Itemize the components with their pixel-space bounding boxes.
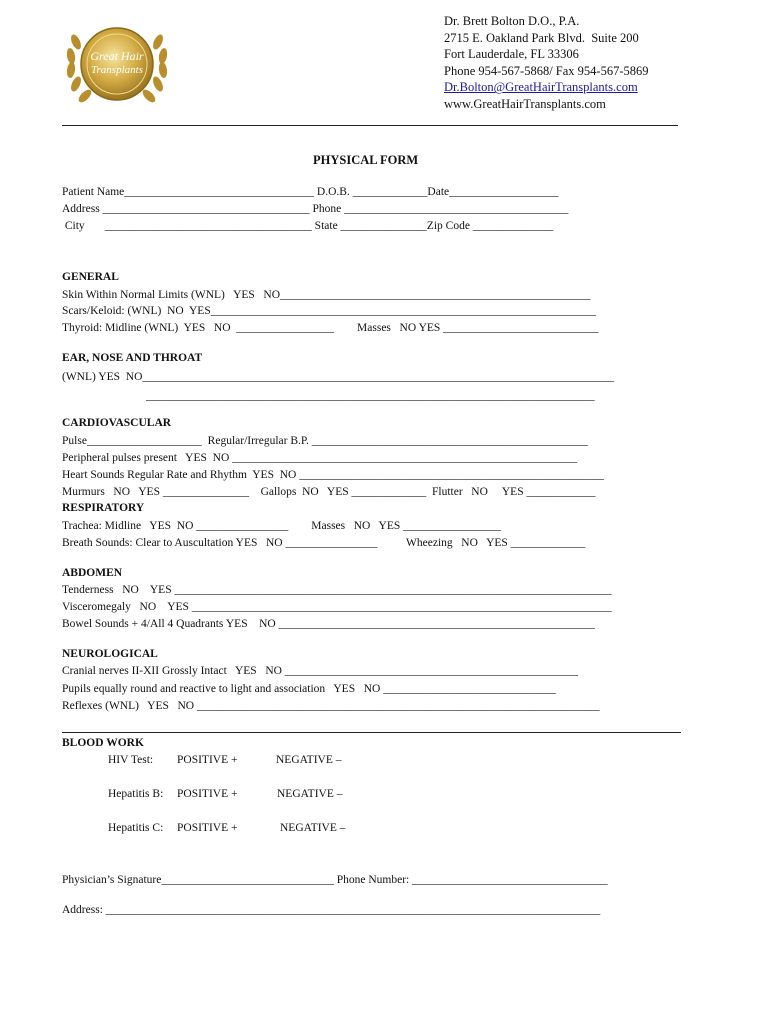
logo-text-line1: Great Hair [90,49,144,63]
practice-contact-block [444,13,649,113]
blood-work-heading: BLOOD WORK [62,737,144,749]
hiv-negative-option[interactable]: NEGATIVE – [276,754,342,766]
thyroid-line[interactable]: Thyroid: Midline (WNL) YES NO _________________ Masses NO YES ___________________________ [62,322,599,334]
hepatitis-b-negative-option[interactable]: NEGATIVE – [277,788,343,800]
address-footer-line[interactable]: Address: ______________________________________________________________________________________ [62,904,601,916]
hepatitis-c-label: Hepatitis C: [108,822,164,834]
address-line-1: 2715 E. Oakland Park Blvd. Suite 200 [444,30,639,45]
abdomen-heading: ABDOMEN [62,567,123,579]
hiv-positive-option[interactable]: POSITIVE + [177,754,238,766]
trachea-masses-line[interactable]: Trachea: Midline YES NO ________________ Masses NO YES _________________ [62,520,501,532]
hepatitis-b-positive-option[interactable]: POSITIVE + [177,788,238,800]
ent-heading: EAR, NOSE AND THROAT [62,352,203,364]
great-hair-transplants-logo [62,12,172,114]
ent-wnl-line[interactable]: (WNL) YES NO__________________________________________________________________________________ [62,371,614,383]
peripheral-pulses-line[interactable]: Peripheral pulses present YES NO ____________________________________________________________ [62,452,578,464]
hepatitis-c-negative-option[interactable]: NEGATIVE – [280,822,346,834]
bowel-sounds-line[interactable]: Bowel Sounds + 4/All 4 Quadrants YES NO _______________________________________________________ [62,618,595,630]
hepatitis-b-label: Hepatitis B: [108,788,164,800]
logo-text-line2: Transplants [91,64,143,76]
heart-sounds-line[interactable]: Heart Sounds Regular Rate and Rhythm YES NO _____________________________________________________ [62,469,604,481]
reflexes-line[interactable]: Reflexes (WNL) YES NO ______________________________________________________________________ [62,700,600,712]
pupils-line[interactable]: Pupils equally round and reactive to light and association YES NO ______________________________ [62,683,556,695]
cardiovascular-heading: CARDIOVASCULAR [62,417,172,429]
blood-work-divider [62,732,681,733]
address-phone-line[interactable]: Address ____________________________________ Phone _______________________________________ [62,203,569,215]
breath-sounds-wheezing-line[interactable]: Breath Sounds: Clear to Auscultation YES NO ________________ Wheezing NO YES _____________ [62,537,586,549]
pulse-bp-line[interactable]: Pulse____________________ Regular/Irregular B.P. ________________________________________________ [62,435,588,447]
general-heading: GENERAL [62,271,119,283]
hepatitis-c-positive-option[interactable]: POSITIVE + [177,822,238,834]
cranial-nerves-line[interactable]: Cranial nerves II-XII Grossly Intact YES NO ___________________________________________________ [62,665,579,677]
hiv-test-label: HIV Test: [108,754,154,766]
skin-wnl-line[interactable]: Skin Within Normal Limits (WNL) YES NO______________________________________________________ [62,289,591,301]
phone-fax: Phone 954-567-5868/ Fax 954-567-5869 [444,63,649,78]
form-title: PHYSICAL FORM [313,153,419,167]
header-divider [62,125,678,126]
ent-continuation-line[interactable]: ______________________________________________________________________________ [146,390,595,402]
patient-name-dob-date-line[interactable]: Patient Name_________________________________ D.O.B. _____________Date___________________ [62,186,559,198]
tenderness-line[interactable]: Tenderness NO YES ____________________________________________________________________________ [62,584,612,596]
respiratory-heading: RESPIRATORY [62,502,145,514]
website: www.GreatHairTransplants.com [444,96,606,111]
neurological-heading: NEUROLOGICAL [62,648,158,660]
murmurs-gallops-flutter-line[interactable]: Murmurs NO YES _______________ Gallops NO YES _____________ Flutter NO YES ____________ [62,486,596,498]
scars-keloid-line[interactable]: Scars/Keloid: (WNL) NO YES___________________________________________________________________ [62,305,596,317]
visceromegaly-line[interactable]: Visceromegaly NO YES _________________________________________________________________________ [62,601,612,613]
physician-signature-phone-line[interactable]: Physician’s Signature______________________________ Phone Number: __________________________________ [62,874,608,886]
address-line-2: Fort Lauderdale, FL 33306 [444,47,579,62]
doctor-name: Dr. Brett Bolton D.O., P.A. [444,14,580,28]
email-link[interactable]: Dr.Bolton@GreatHairTransplants.com [444,80,638,95]
city-state-zip-line[interactable]: City ____________________________________ State _______________Zip Code ______________ [62,220,554,232]
